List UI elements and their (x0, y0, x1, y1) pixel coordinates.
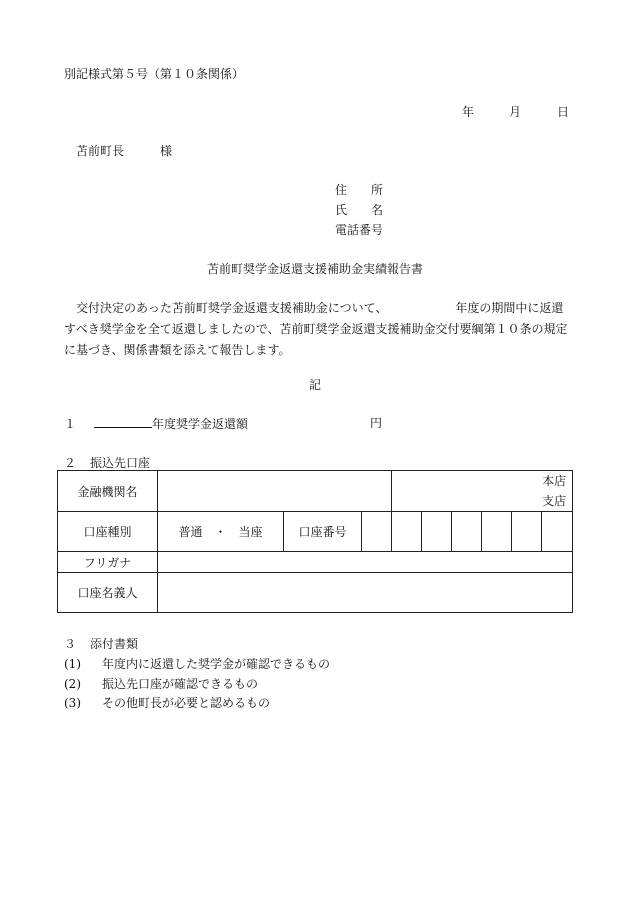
account-holder-label: 口座名義人 (58, 573, 158, 613)
date-year-label: 年 (462, 105, 475, 119)
attachment-item (64, 695, 270, 711)
bank-account-table (57, 470, 573, 613)
body-part-1: 交付決定のあった苫前町奨学金返還支援補助金について、 (76, 301, 388, 315)
address-char-1: 住 (335, 183, 348, 197)
sender-phone-label: 電話番号 (335, 223, 384, 237)
addressee-name: 苫前町長 (76, 144, 125, 158)
attachment-text: 年度内に返還した奨学金が確認できるもの (102, 657, 331, 671)
branch-cell[interactable] (392, 471, 573, 512)
account-holder-field[interactable] (158, 573, 573, 613)
attachment-number: (1) (64, 657, 81, 671)
item-3-label: 添付書類 (90, 637, 139, 651)
item-3-number: ３ (64, 637, 77, 651)
account-number-label: 口座番号 (284, 512, 362, 552)
form-number: 別記様式第５号（第１０条関係） (64, 67, 245, 81)
addressee (76, 143, 172, 159)
furigana-field[interactable] (158, 552, 573, 573)
account-type-label: 口座種別 (58, 512, 158, 552)
head-office-label: 本店 (542, 474, 567, 488)
yen-unit: 円 (370, 416, 383, 430)
address-char-2: 所 (370, 183, 383, 197)
item-1-number: １ (64, 417, 77, 431)
attachment-item (64, 656, 330, 672)
account-digit-box[interactable] (482, 512, 512, 552)
account-digit-box[interactable] (452, 512, 482, 552)
attachment-text: 振込先口座が確認できるもの (102, 677, 259, 691)
account-digit-box[interactable] (512, 512, 542, 552)
item-1-repayment-amount (64, 415, 383, 432)
ki-heading: 記 (308, 378, 321, 392)
body-part-2: 年度の期間中に返還すべき奨学金を全て返還しましたので、苫前町奨学金返還支援補助金交付要綱第１０条の規定に基づき、関係書類を添えて報告します。 (64, 301, 568, 357)
account-digit-box[interactable] (392, 512, 422, 552)
body-paragraph (64, 298, 574, 361)
furigana-label: フリガナ (58, 552, 158, 573)
account-digit-box[interactable] (422, 512, 452, 552)
attachment-number: (3) (64, 696, 81, 710)
attachment-item (64, 676, 258, 692)
item-2-label: 振込先口座 (90, 456, 151, 470)
sender-address-label (335, 182, 395, 198)
item-3-heading (64, 636, 138, 652)
attachment-number: (2) (64, 677, 81, 691)
fiscal-year-blank (94, 415, 152, 428)
attachment-text: その他町長が必要と認めるもの (102, 696, 271, 710)
account-digit-box[interactable] (542, 512, 573, 552)
item-2-heading (64, 455, 150, 471)
sender-name-label (335, 202, 395, 218)
account-type-options[interactable]: 普通 ・ 当座 (158, 512, 284, 552)
account-digit-box[interactable] (362, 512, 392, 552)
item-1-label: 年度奨学金返還額 (152, 417, 249, 431)
document-title: 苫前町奨学金返還支援補助金実績報告書 (206, 262, 423, 276)
bank-name-field[interactable] (158, 471, 392, 512)
name-char-1: 氏 (335, 203, 348, 217)
date-day-label: 日 (557, 105, 570, 119)
addressee-honorific: 様 (160, 144, 173, 158)
bank-name-label: 金融機関名 (58, 471, 158, 512)
name-char-2: 名 (370, 203, 383, 217)
date-month-label: 月 (509, 105, 522, 119)
item-2-number: ２ (64, 456, 77, 470)
branch-office-label: 支店 (542, 494, 567, 508)
